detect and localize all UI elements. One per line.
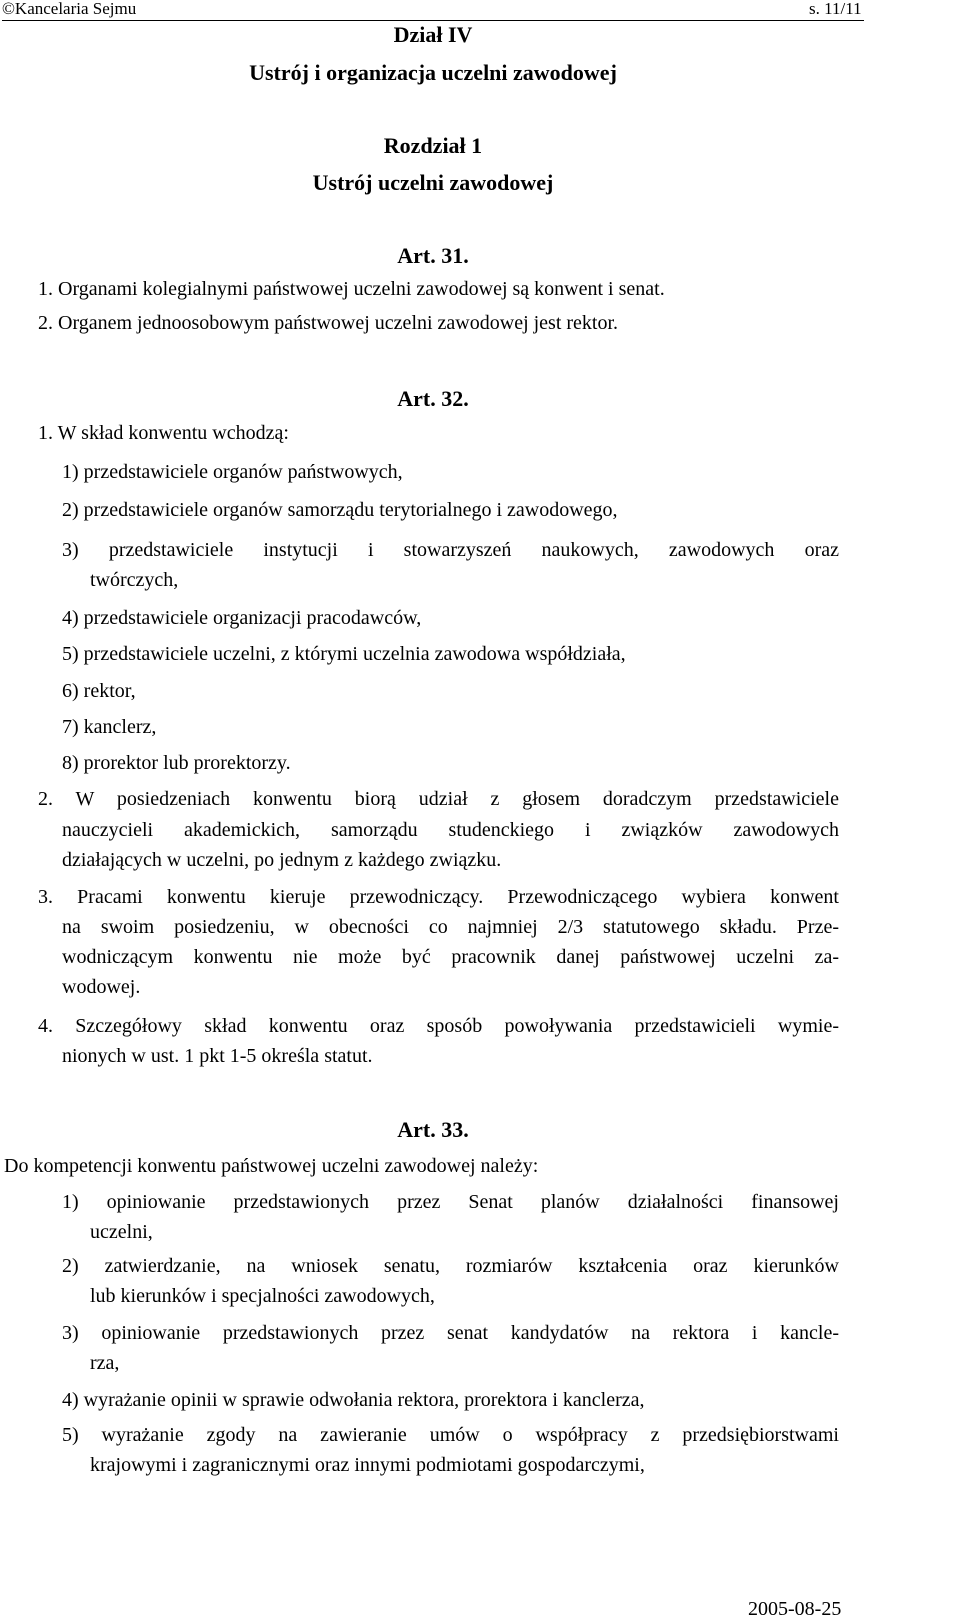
art33-item-continuation: lub kierunków i specjalności zawodowych, xyxy=(90,1285,435,1307)
art32-heading: Art. 32. xyxy=(397,386,469,411)
art31-paragraph-1: 1. Organami kolegialnymi państwowej uczelni zawodowej są konwent i senat. xyxy=(38,278,665,300)
art33-item: 1) opiniowanie przedstawionych przez Senat planów działalności finansowej xyxy=(62,1191,839,1213)
art33-heading: Art. 33. xyxy=(397,1117,469,1142)
art32-item-continuation: twórczych, xyxy=(90,569,179,591)
art32-item: 6) rektor, xyxy=(62,680,136,702)
art32-paragraph-4-line: nionych w ust. 1 pkt 1-5 określa statut. xyxy=(62,1045,373,1067)
art32-paragraph-3-line: 3. Pracami konwentu kieruje przewodniczący. Przewodniczącego wybiera konwent xyxy=(38,886,839,908)
art31-heading: Art. 31. xyxy=(397,243,469,268)
art33-item: 2) zatwierdzanie, na wniosek senatu, rozmiarów kształcenia oraz kierunków xyxy=(62,1255,839,1277)
art33-item-continuation: krajowymi i zagranicznymi oraz innymi podmiotami gospodarczymi, xyxy=(90,1454,645,1476)
art32-paragraph-3-line: wodniczącym konwentu nie może być pracownik danej państwowej uczelni za- xyxy=(62,946,839,968)
art32-paragraph-3-line: na swoim posiedzeniu, w obecności co najmniej 2/3 statutowego składu. Prze- xyxy=(62,916,839,938)
art33-item-continuation: rza, xyxy=(90,1352,120,1374)
art32-paragraph-4-line: 4. Szczegółowy skład konwentu oraz sposób powoływania przedstawicieli wymie- xyxy=(38,1015,839,1037)
rozdzial-title: Rozdział 1 xyxy=(383,133,483,158)
art33-item-continuation: uczelni, xyxy=(90,1221,153,1243)
art32-item: 8) prorektor lub prorektorzy. xyxy=(62,752,291,774)
art33-item: 4) wyrażanie opinii w sprawie odwołania rektora, prorektora i kanclerza, xyxy=(62,1389,645,1411)
header-source: ©Kancelaria Sejmu xyxy=(2,0,137,18)
dzial-title: Dział IV xyxy=(393,22,473,47)
art32-paragraph-2-line: nauczycieli akademickich, samorządu studenckiego i związków zawodowych xyxy=(62,819,839,841)
art33-item: 5) wyrażanie zgody na zawieranie umów o współpracy z przedsiębiorstwami xyxy=(62,1424,839,1446)
art32-paragraph-1-intro: 1. W skład konwentu wchodzą: xyxy=(38,422,289,444)
art33-item: 3) opiniowanie przedstawionych przez senat kandydatów na rektora i kancle- xyxy=(62,1322,839,1344)
footer-date: 2005-08-25 xyxy=(748,1598,842,1620)
art32-paragraph-3-line: wodowej. xyxy=(62,976,141,998)
art32-item: 4) przedstawiciele organizacji pracodawców, xyxy=(62,607,422,629)
header-divider xyxy=(2,20,864,21)
dzial-subtitle: Ustrój i organizacja uczelni zawodowej xyxy=(249,60,617,85)
art32-item: 5) przedstawiciele uczelni, z którymi uczelnia zawodowa współdziała, xyxy=(62,643,626,665)
rozdzial-subtitle: Ustrój uczelni zawodowej xyxy=(312,170,554,195)
art31-paragraph-2: 2. Organem jednoosobowym państwowej uczelni zawodowej jest rektor. xyxy=(38,312,619,334)
art32-item: 1) przedstawiciele organów państwowych, xyxy=(62,461,403,483)
art32-item: 7) kanclerz, xyxy=(62,716,157,738)
header-page-number: s. 11/11 xyxy=(809,0,862,18)
art32-item: 3) przedstawiciele instytucji i stowarzyszeń naukowych, zawodowych oraz xyxy=(62,539,839,561)
art32-item: 2) przedstawiciele organów samorządu terytorialnego i zawodowego, xyxy=(62,499,618,521)
art33-intro: Do kompetencji konwentu państwowej uczelni zawodowej należy: xyxy=(4,1155,539,1177)
art32-paragraph-2-line: działających w uczelni, po jednym z każdego związku. xyxy=(62,849,502,871)
art32-paragraph-2-line: 2. W posiedzeniach konwentu biorą udział z głosem doradczym przedstawiciele xyxy=(38,788,839,810)
